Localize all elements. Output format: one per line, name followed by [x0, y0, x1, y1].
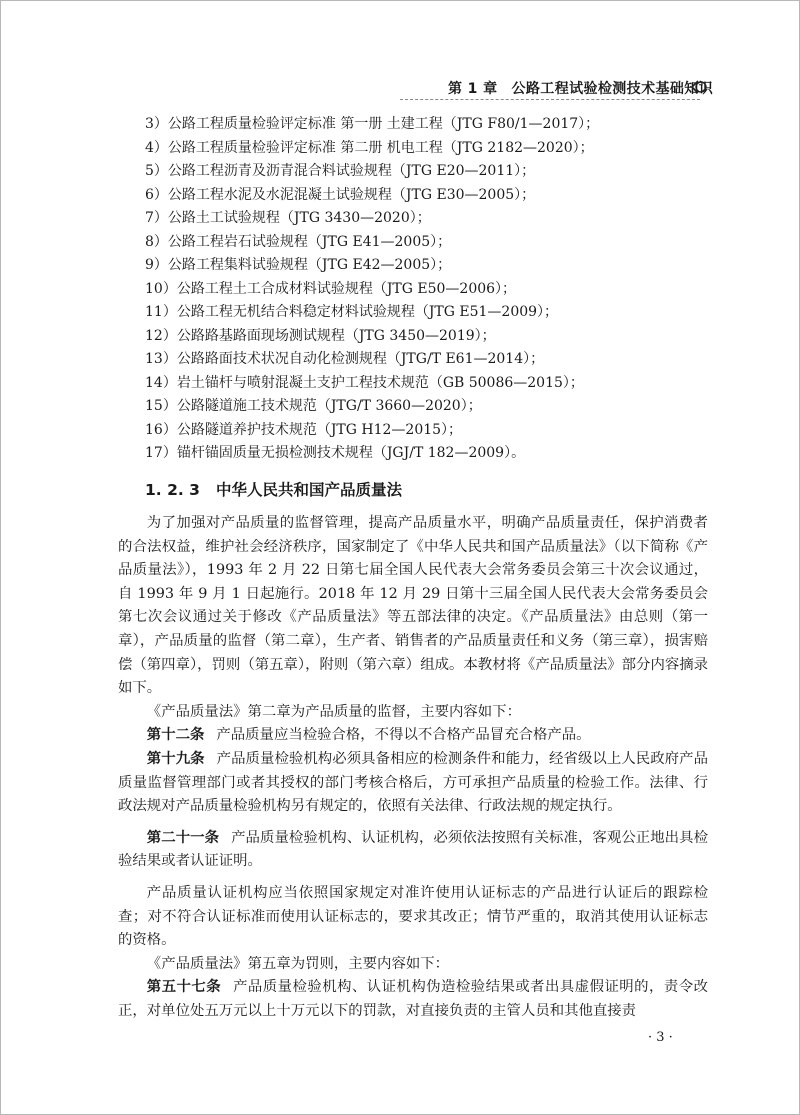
reference-item: 17）锚杆锚固质量无损检测技术规程（JGJ/T 182—2009）。 — [145, 445, 526, 461]
article-21 — [118, 827, 708, 874]
article-19-label: 第十九条 — [146, 750, 205, 767]
page-number: · 3 · — [648, 1030, 673, 1045]
article-57-label: 第五十七条 — [146, 979, 222, 996]
header-title: 公路工程试验检测技术基础知识 — [511, 81, 714, 97]
header-rule — [400, 99, 700, 100]
reference-list — [145, 113, 735, 466]
section-number: 1. 2. 3 — [145, 481, 200, 499]
reference-item: 4）公路工程质量检验评定标准 第二册 机电工程（JTG 2182—2020）； — [145, 139, 594, 156]
reference-item: 5）公路工程沥青及沥青混合料试验规程（JTG E20—2011）； — [145, 163, 536, 179]
article-21-text: 产品质量检验机构、认证机构，必须依法按照有关标准，客观公正地出具检验结果或者认证证明。 — [118, 829, 708, 870]
article-19 — [118, 748, 708, 819]
header-chapter: 第 1 章 — [448, 81, 498, 97]
reference-item: 12）公路路基路面现场测试规程（JTG 3450—2019）； — [145, 327, 496, 344]
chapter-arrow-icon — [690, 78, 708, 96]
reference-item: 14）岩土锚杆与喷射混凝土支护工程技术规范（GB 50086—2015）； — [145, 374, 584, 391]
article-21-label: 第二十一条 — [146, 829, 220, 846]
chapter2-intro: 《产品质量法》第二章为产品质量的监督，主要内容如下： — [146, 703, 521, 720]
body-text — [118, 512, 708, 1023]
article-12-label: 第十二条 — [146, 727, 205, 744]
reference-item: 13）公路路面技术状况自动化检测规程（JTG/T E61—2014）； — [145, 351, 545, 367]
section-title: 中华人民共和国产品质量法 — [215, 481, 402, 499]
reference-item: 7）公路土工试验规程（JTG 3430—2020）； — [145, 210, 431, 226]
reference-item: 8）公路工程岩石试验规程（JTG E41—2005）； — [145, 233, 452, 250]
running-header — [448, 78, 713, 98]
reference-item: 3）公路工程质量检验评定标准 第一册 土建工程（JTG F80/1—2017）； — [145, 116, 600, 132]
reference-item: 16）公路隧道养护技术规范（JTG H12—2015）； — [145, 421, 463, 438]
article-19-text: 产品质量检验机构必须具备相应的检测条件和能力，经省级以上人民政府产品质量监督管理部门或者其授权的部门考核合格后，方可承担产品质量的检验工作。法律、行政法规对产品质量检验机构另有规定的，依照有关法律、行政法规的规定执行。 — [118, 750, 708, 815]
chapter5-intro: 《产品质量法》第五章为罚则，主要内容如下： — [146, 955, 450, 972]
reference-item: 15）公路隧道施工技术规范（JTG/T 3660—2020）； — [145, 398, 482, 414]
article-21-paragraph-2: 产品质量认证机构应当依照国家规定对准许使用认证标志的产品进行认证后的跟踪检查；对不符合认证标准而使用认证标志的，要求其改正；情节严重的，取消其使用认证标志的资格。 — [118, 884, 708, 949]
intro-paragraph: 为了加强对产品质量的监督管理，提高产品质量水平，明确产品质量责任，保护消费者的合法权益，维护社会经济秩序，国家制定了《中华人民共和国产品质量法》（以下简称《产品质量法》），1993 年 2 月 22 日第七届全国人民代表大会常务委员会第三十次会议通过，自 1993 年 9 月 1 日起施行。2018 年 12 月 29 日第十三届全国人民代表大会常务委员会第七次会议通过关于修改《产品质量法》等五部法律的决定。《产品质量法》由总则（第一章），产品质量的监督（第二章），生产者、销售者的产品质量责任和义务（第三章），损害赔偿（第四章），罚则（第五章），附则（第六章）组成。本教材将《产品质量法》部分内容摘录如下。 — [118, 515, 709, 697]
reference-item: 11）公路工程无机结合料稳定材料试验规程（JTG E51—2009）； — [145, 304, 559, 320]
section-heading — [145, 478, 402, 500]
article-12 — [118, 724, 708, 748]
reference-item: 9）公路工程集料试验规程（JTG E42—2005）； — [145, 257, 452, 273]
article-57-text: 产品质量检验机构、认证机构伪造检验结果或者出具虚假证明的，责令改正，对单位处五万元以上十万元以下的罚款，对直接负责的主管人员和其他直接责 — [118, 979, 708, 1019]
reference-item: 10）公路工程土工合成材料试验规程（JTG E50—2006）； — [145, 280, 517, 297]
article-57 — [118, 976, 708, 1023]
reference-item: 6）公路工程水泥及水泥混凝土试验规程（JTG E30—2005）； — [145, 186, 536, 203]
article-12-text: 产品质量应当检验合格，不得以不合格产品冒充合格产品。 — [216, 727, 591, 744]
